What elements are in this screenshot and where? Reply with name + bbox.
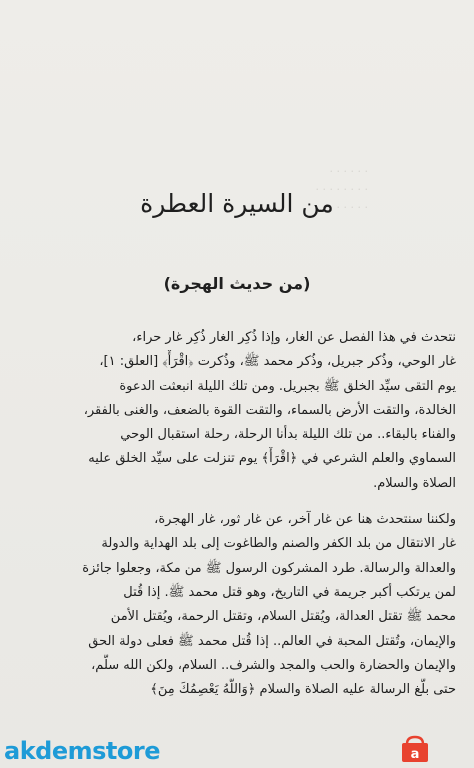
paragraph-1 [26,326,456,496]
text-line: والفناء بالبقاء.. من تلك الليلة بدأنا الرحلة، رحلة استقبال الوحي [120,427,456,443]
text-line: غار الوحي، وذُكر جبريل، وذُكر محمد ﷺ، وذُكرت ﴿اقْرَأْ﴾ [العلق: ١]، [99,354,456,370]
text-line: والإيمان، وتُقتل المحبة في العالم.. إذا قُتل محمد ﷺ فعلى دولة الحق [88,633,456,649]
text-line: والعدالة والرسالة. طرد المشركون الرسول ﷺ من مكة، وجعلوا جائزة [82,560,456,576]
paragraph-2 [26,508,456,702]
text-line: ولكننا سنتحدث هنا عن غار آخر، عن غار ثور، غار الهجرة، [154,512,456,528]
section-subtitle: (من حديث الهجرة) [163,274,311,294]
watermark-text: akdemstore [4,737,160,765]
body-text [26,326,456,702]
shopping-bag-icon [398,734,432,764]
text-line: الصلاة والسلام. [373,475,456,491]
bleed-through-text: . . . . . . . . . . . . . . . . . . . [315,162,368,211]
chapter-title: من السيرة العطرة [140,188,334,218]
text-line: والإيمان والحضارة والحب والمجد والشرف.. السلام، ولكن الله سلَّم، [91,657,456,673]
text-line: لمن يرتكب أكبر جريمة في التاريخ، وهو قتل محمد ﷺ. إذا قُتل [123,584,456,600]
text-line: السماوي والعلم الشرعي في ﴿اقْرَأْ﴾ يوم تنزلت على سيِّد الخلق عليه [88,451,456,467]
text-line: حتى بلَّغ الرسالة عليه الصلاة والسلام ﴿وَاللَّهُ يَعْصِمُكَ مِنَ﴾ [150,682,456,698]
watermark-logo [4,737,160,765]
text-line: الخالدة، والتقت الأرض بالسماء، والتقت القوة بالضعف، والغنى بالفقر، [83,402,456,418]
text-line: يوم التقى سيِّد الخلق ﷺ بجبريل. ومن تلك الليلة انبعثت الدعوة [119,378,456,394]
text-line: نتحدث في هذا الفصل عن الغار، وإذا ذُكِر الغار ذُكِر غار حراء، [132,330,456,345]
svg-text:a: a [410,747,420,762]
text-line: غار الانتقال من بلد الكفر والصنم والطاغوت إلى بلد الهداية والدولة [101,536,456,552]
text-line: محمد ﷺ تقتل العدالة، ويُقتل السلام، وتقتل الرحمة، ويُقتل الأمن [110,609,456,625]
